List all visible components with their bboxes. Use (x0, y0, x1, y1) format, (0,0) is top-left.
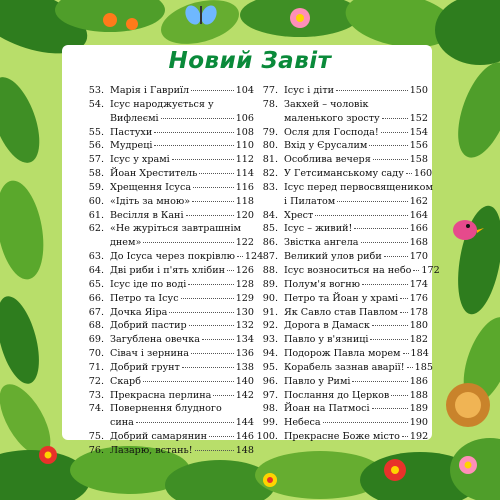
toc-entry-title: і Пилатом (284, 195, 336, 207)
toc-dot-leader (413, 270, 419, 271)
toc-entry-title: Повернення блудного (110, 403, 222, 415)
toc-entry-page: 176 (409, 292, 428, 304)
toc-entry-page: 189 (409, 403, 428, 415)
toc-entry-title: Марія і Гавриїл (110, 85, 190, 96)
toc-entry-number: 87. (262, 251, 278, 263)
toc-entry-page: 158 (409, 154, 428, 166)
toc-entry (78, 402, 254, 430)
toc-entry-number: 68. (88, 320, 104, 332)
toc-entry-page: 174 (409, 278, 428, 290)
toc-dot-leader (202, 339, 234, 340)
toc-dot-leader (382, 118, 408, 119)
toc-entry-title: Прекрасне Боже місто (284, 431, 400, 443)
toc-entry-page: 160 (413, 168, 433, 180)
toc-dot-leader (191, 353, 234, 354)
toc-dot-leader (362, 284, 408, 285)
toc-entry-title: Павло у Римі (284, 375, 351, 387)
toc-entry-title: Осля для Господа! (284, 126, 379, 138)
toc-entry (252, 222, 428, 236)
toc-entry-number: 55. (88, 126, 104, 138)
toc-entry-title: Скарб (110, 375, 141, 387)
toc-entry-page: 128 (235, 278, 254, 290)
toc-dot-leader (370, 339, 407, 340)
toc-entry-number: 73. (88, 389, 104, 401)
toc-entry-page: 138 (235, 361, 254, 373)
toc-entry-number: 78. (262, 98, 278, 110)
toc-entry-number: 96. (262, 375, 278, 387)
toc-entry (78, 361, 254, 375)
toc-entry-page: 192 (409, 431, 429, 443)
toc-entry-title: Ісус у храмі (110, 154, 170, 166)
toc-entry-title: Дорога в Дамаск (284, 320, 370, 332)
toc-entry-title: Прекрасна перлина (110, 389, 212, 401)
toc-entry-title: До Ісуса через покрівлю (110, 251, 235, 263)
toc-dot-leader (237, 256, 243, 257)
toc-entry-title: Послання до Церков (284, 389, 390, 401)
toc-entry-number: 65. (88, 278, 104, 290)
toc-entry-title: Звістка ангела (284, 237, 359, 249)
flower-icon (263, 473, 277, 487)
toc-entry-number: 90. (262, 292, 278, 304)
toc-entry-title: Ісус перед первосвящеником (284, 181, 433, 193)
toc-entry (252, 236, 428, 250)
toc-entry (252, 319, 428, 333)
toc-entry-page: 112 (235, 154, 254, 166)
toc-entry (78, 181, 254, 195)
toc-entry-number: 85. (262, 223, 278, 235)
toc-dot-leader (154, 132, 233, 133)
toc-entry-title: Ісус іде по воді (110, 278, 187, 290)
toc-dot-leader (336, 90, 408, 91)
toc-entry-title: днем» (110, 237, 142, 249)
toc-entry-page: 166 (409, 223, 428, 235)
toc-entry-number: 97. (262, 389, 278, 401)
flower-icon (290, 8, 310, 28)
toc-entry (252, 361, 433, 375)
toc-entry-number: 83. (262, 181, 278, 193)
toc-entry-number: 54. (88, 98, 104, 110)
toc-entry-title: У Гетсиманському саду (284, 168, 404, 180)
toc-entry-title: Павло у в'язниці (284, 334, 369, 346)
toc-entry (252, 167, 433, 181)
toc-entry-title: Корабель зазнав аварії! (284, 361, 405, 373)
toc-entry-number: 89. (262, 278, 278, 290)
toc-dot-leader (181, 298, 234, 299)
toc-dot-leader (182, 367, 234, 368)
toc-entry-page: 146 (235, 431, 254, 443)
toc-entry-page: 116 (235, 181, 254, 193)
toc-entry-title: Ісус возноситься на небо (284, 264, 412, 276)
toc-entry-title: Хрещення Ісуса (110, 181, 192, 193)
toc-dot-leader (169, 312, 233, 313)
toc-entry-title: Сівач і зернина (110, 348, 189, 360)
toc-dot-leader (406, 173, 412, 174)
toc-dot-leader (186, 215, 234, 216)
toc-entry-title: Петро та Ісус (110, 292, 179, 304)
toc-dot-leader (189, 325, 234, 326)
toc-entry (78, 153, 254, 167)
toc-entry-page: 152 (409, 112, 428, 124)
toc-dot-leader (191, 90, 234, 91)
toc-entry-title: Вхід у Єрусалим (284, 140, 368, 152)
toc-entry-number: 53. (88, 85, 104, 96)
toc-entry (78, 98, 254, 126)
toc-entry-page: 124 (244, 251, 264, 263)
toc-entry-page: 126 (235, 264, 254, 276)
toc-entry-title: Полум'я вогню (284, 278, 361, 290)
toc-entry (252, 181, 433, 209)
toc-entry-page: 154 (409, 126, 428, 138)
toc-dot-leader (188, 284, 233, 285)
toc-entry (78, 347, 254, 361)
toc-entry-number: 80. (262, 140, 278, 152)
flower-icon (39, 446, 57, 464)
toc-entry (252, 264, 440, 278)
toc-entry-number: 64. (88, 264, 104, 276)
toc-dot-leader (161, 118, 234, 119)
toc-entry (252, 250, 428, 264)
toc-entry (252, 126, 428, 140)
toc-entry-title: Йоан на Патмосі (284, 403, 370, 415)
toc-entry-page: 134 (235, 334, 254, 346)
toc-entry-title: сина (110, 417, 134, 429)
toc-entry-page: 120 (235, 209, 254, 221)
toc-entry (78, 126, 254, 140)
toc-dot-leader (369, 145, 407, 146)
toc-entry-number: 69. (88, 334, 104, 346)
toc-entry-page: 104 (235, 85, 254, 96)
toc-entry-number: 94. (262, 348, 278, 360)
toc-dot-leader (400, 298, 407, 299)
toc-entry-page: 150 (409, 85, 428, 96)
toc-entry-title: Ісус народжується у (110, 98, 214, 110)
flower-icon (459, 456, 477, 474)
toc-entry-number: 75. (88, 431, 104, 443)
toc-entry (78, 333, 254, 347)
toc-dot-leader (143, 381, 234, 382)
toc-entry (78, 264, 254, 278)
toc-entry-number: 86. (262, 237, 278, 249)
toc-entry-page: 108 (235, 126, 254, 138)
toc-entry-page: 182 (409, 334, 428, 346)
toc-entry-page: 130 (235, 306, 254, 318)
toc-entry (252, 375, 428, 389)
toc-entry-number: 81. (262, 154, 278, 166)
toc-entry-title: Ісус і діти (284, 85, 335, 96)
toc-dot-leader (192, 201, 234, 202)
toc-entry-title: Великий улов риби (284, 251, 382, 263)
toc-entry (252, 333, 428, 347)
toc-entry (78, 139, 254, 153)
toc-entry-title: «Ідіть за мною» (110, 195, 191, 207)
toc-dot-leader (213, 395, 233, 396)
toc-dot-leader (372, 325, 408, 326)
toc-dot-leader (402, 436, 408, 437)
toc-dot-leader (323, 422, 408, 423)
toc-entry-title: Добрий грунт (110, 361, 180, 373)
toc-entry-page: 168 (409, 237, 428, 249)
toc-dot-leader (209, 436, 234, 437)
toc-entry (78, 375, 254, 389)
toc-entry-number: 82. (262, 168, 278, 180)
toc-entry-number: 70. (88, 348, 104, 360)
toc-entry-number: 91. (262, 306, 278, 318)
toc-dot-leader (227, 270, 234, 271)
toc-entry-number: 77. (262, 85, 278, 96)
toc-dot-leader (361, 242, 408, 243)
toc-entry-page: 132 (235, 320, 254, 332)
toc-entry (252, 98, 428, 126)
toc-entry-number: 88. (262, 264, 278, 276)
toc-entry-number: 71. (88, 361, 104, 373)
toc-dot-leader (407, 367, 413, 368)
toc-dot-leader (315, 215, 407, 216)
toc-entry-number: 99. (262, 417, 278, 429)
contents-right-column (252, 84, 440, 444)
toc-dot-leader (373, 159, 408, 160)
toc-dot-leader (354, 228, 407, 229)
toc-entry (252, 139, 428, 153)
toc-entry-page: 129 (235, 292, 254, 304)
toc-dot-leader (154, 145, 233, 146)
toc-entry-number: 59. (88, 181, 104, 193)
toc-entry-number: 56. (88, 140, 104, 152)
toc-entry-page: 142 (235, 389, 254, 401)
toc-entry-page: 180 (409, 320, 428, 332)
toc-entry-title: Лазарю, встань! (110, 444, 193, 456)
toc-entry-page: 110 (235, 140, 254, 152)
toc-entry-title: Добрий пастир (110, 320, 187, 332)
toc-entry-title: Весілля в Кані (110, 209, 184, 221)
toc-entry (252, 430, 428, 444)
toc-dot-leader (384, 256, 408, 257)
toc-entry-page: 136 (235, 348, 254, 360)
toc-entry-number: 63. (88, 251, 104, 263)
toc-dot-leader (400, 312, 408, 313)
toc-entry (78, 444, 254, 458)
toc-entry-title: Ісус – живий! (284, 223, 353, 235)
toc-entry-page: 162 (409, 195, 428, 207)
toc-entry-title: Хрест (284, 209, 314, 221)
toc-entry (78, 222, 254, 250)
toc-entry (78, 209, 254, 223)
toc-entry-title: Особлива вечеря (284, 154, 371, 166)
toc-entry-page: 114 (235, 168, 254, 180)
toc-entry (78, 319, 254, 333)
toc-entry-page: 164 (409, 209, 428, 221)
toc-entry-page: 188 (409, 389, 428, 401)
toc-entry-number: 79. (262, 126, 278, 138)
toc-entry (252, 389, 428, 403)
toc-entry (252, 84, 428, 98)
toc-entry (78, 167, 254, 181)
toc-entry-number: 61. (88, 209, 104, 221)
toc-dot-leader (381, 132, 408, 133)
toc-entry-page: 156 (409, 140, 428, 152)
toc-entry-page: 140 (235, 375, 254, 387)
toc-entry (252, 292, 428, 306)
toc-entry (78, 84, 254, 98)
toc-entry-number: 76. (88, 444, 104, 456)
toc-entry-number: 58. (88, 168, 104, 180)
toc-dot-leader (372, 408, 408, 409)
toc-entry (252, 416, 428, 430)
toc-entry (252, 402, 428, 416)
toc-entry-page: 172 (421, 264, 440, 276)
toc-entry-title: Подорож Павла морем (284, 348, 401, 360)
toc-dot-leader (352, 381, 407, 382)
toc-entry-page: 190 (409, 417, 428, 429)
toc-entry-number: 67. (88, 306, 104, 318)
toc-entry (252, 306, 428, 320)
toc-entry (252, 209, 428, 223)
toc-entry-title: Дочка Яіра (110, 306, 168, 318)
toc-entry (252, 278, 428, 292)
toc-entry-number: 57. (88, 154, 104, 166)
toc-entry-title: Добрий самарянин (110, 431, 207, 443)
toc-dot-leader (193, 187, 234, 188)
toc-entry-page: 148 (235, 444, 254, 456)
toc-entry-title: «Не журіться завтрашнім (110, 223, 242, 235)
toc-dot-leader (195, 450, 234, 451)
toc-entry-title: Мудреці (110, 140, 153, 152)
toc-entry-number: 92. (262, 320, 278, 332)
toc-entry-title: маленького зросту (284, 112, 380, 124)
toc-entry-title: Йоан Хреститель (110, 168, 198, 180)
toc-dot-leader (403, 353, 409, 354)
flower-icon (384, 459, 406, 481)
toc-entry-number: 74. (88, 403, 104, 415)
contents-left-column (78, 84, 264, 458)
toc-entry-number: 98. (262, 403, 278, 415)
toc-dot-leader (172, 159, 234, 160)
toc-entry-page: 106 (235, 112, 254, 124)
toc-entry-page: 118 (235, 195, 254, 207)
toc-entry-page: 144 (235, 417, 254, 429)
toc-entry-title: Пастухи (110, 126, 153, 138)
toc-entry-page: 178 (409, 306, 428, 318)
toc-dot-leader (337, 201, 407, 202)
lion-icon (446, 383, 490, 427)
toc-entry-number: 95. (262, 361, 278, 373)
toc-entry (78, 430, 254, 444)
page-title: Новий Завіт (168, 48, 332, 74)
toc-entry-title: Петро та Йоан у храмі (284, 292, 399, 304)
toc-entry-number: 72. (88, 375, 104, 387)
toc-entry (78, 292, 254, 306)
toc-entry-number: 84. (262, 209, 278, 221)
toc-entry-title: Вифлеємі (110, 112, 159, 124)
toc-entry (78, 278, 254, 292)
toc-entry-title: Закхей – чоловік (284, 98, 369, 110)
toc-entry-title: Загублена овечка (110, 334, 200, 346)
toc-entry-title: Дві риби і п'ять хлібин (110, 264, 225, 276)
toc-dot-leader (143, 242, 233, 243)
toc-entry-number: 66. (88, 292, 104, 304)
toc-entry-number: 60. (88, 195, 104, 207)
toc-entry-title: Як Савло став Павлом (284, 306, 398, 318)
toc-entry-title: Небеса (284, 417, 321, 429)
toc-entry-number: 93. (262, 334, 278, 346)
toc-entry-number: 100. (256, 431, 278, 443)
toc-entry (78, 195, 254, 209)
toc-entry-page: 186 (409, 375, 428, 387)
toc-entry-page: 184 (410, 348, 429, 360)
toc-entry-page: 122 (235, 237, 254, 249)
toc-entry (252, 153, 428, 167)
toc-entry-number: 62. (88, 223, 104, 235)
toc-dot-leader (136, 422, 234, 423)
toc-entry (78, 306, 254, 320)
toc-entry-page: 185 (414, 361, 433, 373)
toc-entry (78, 389, 254, 403)
toc-dot-leader (391, 395, 407, 396)
toc-entry (78, 250, 264, 264)
toc-dot-leader (199, 173, 233, 174)
toc-entry-page: 170 (409, 251, 428, 263)
toc-entry (252, 347, 428, 361)
